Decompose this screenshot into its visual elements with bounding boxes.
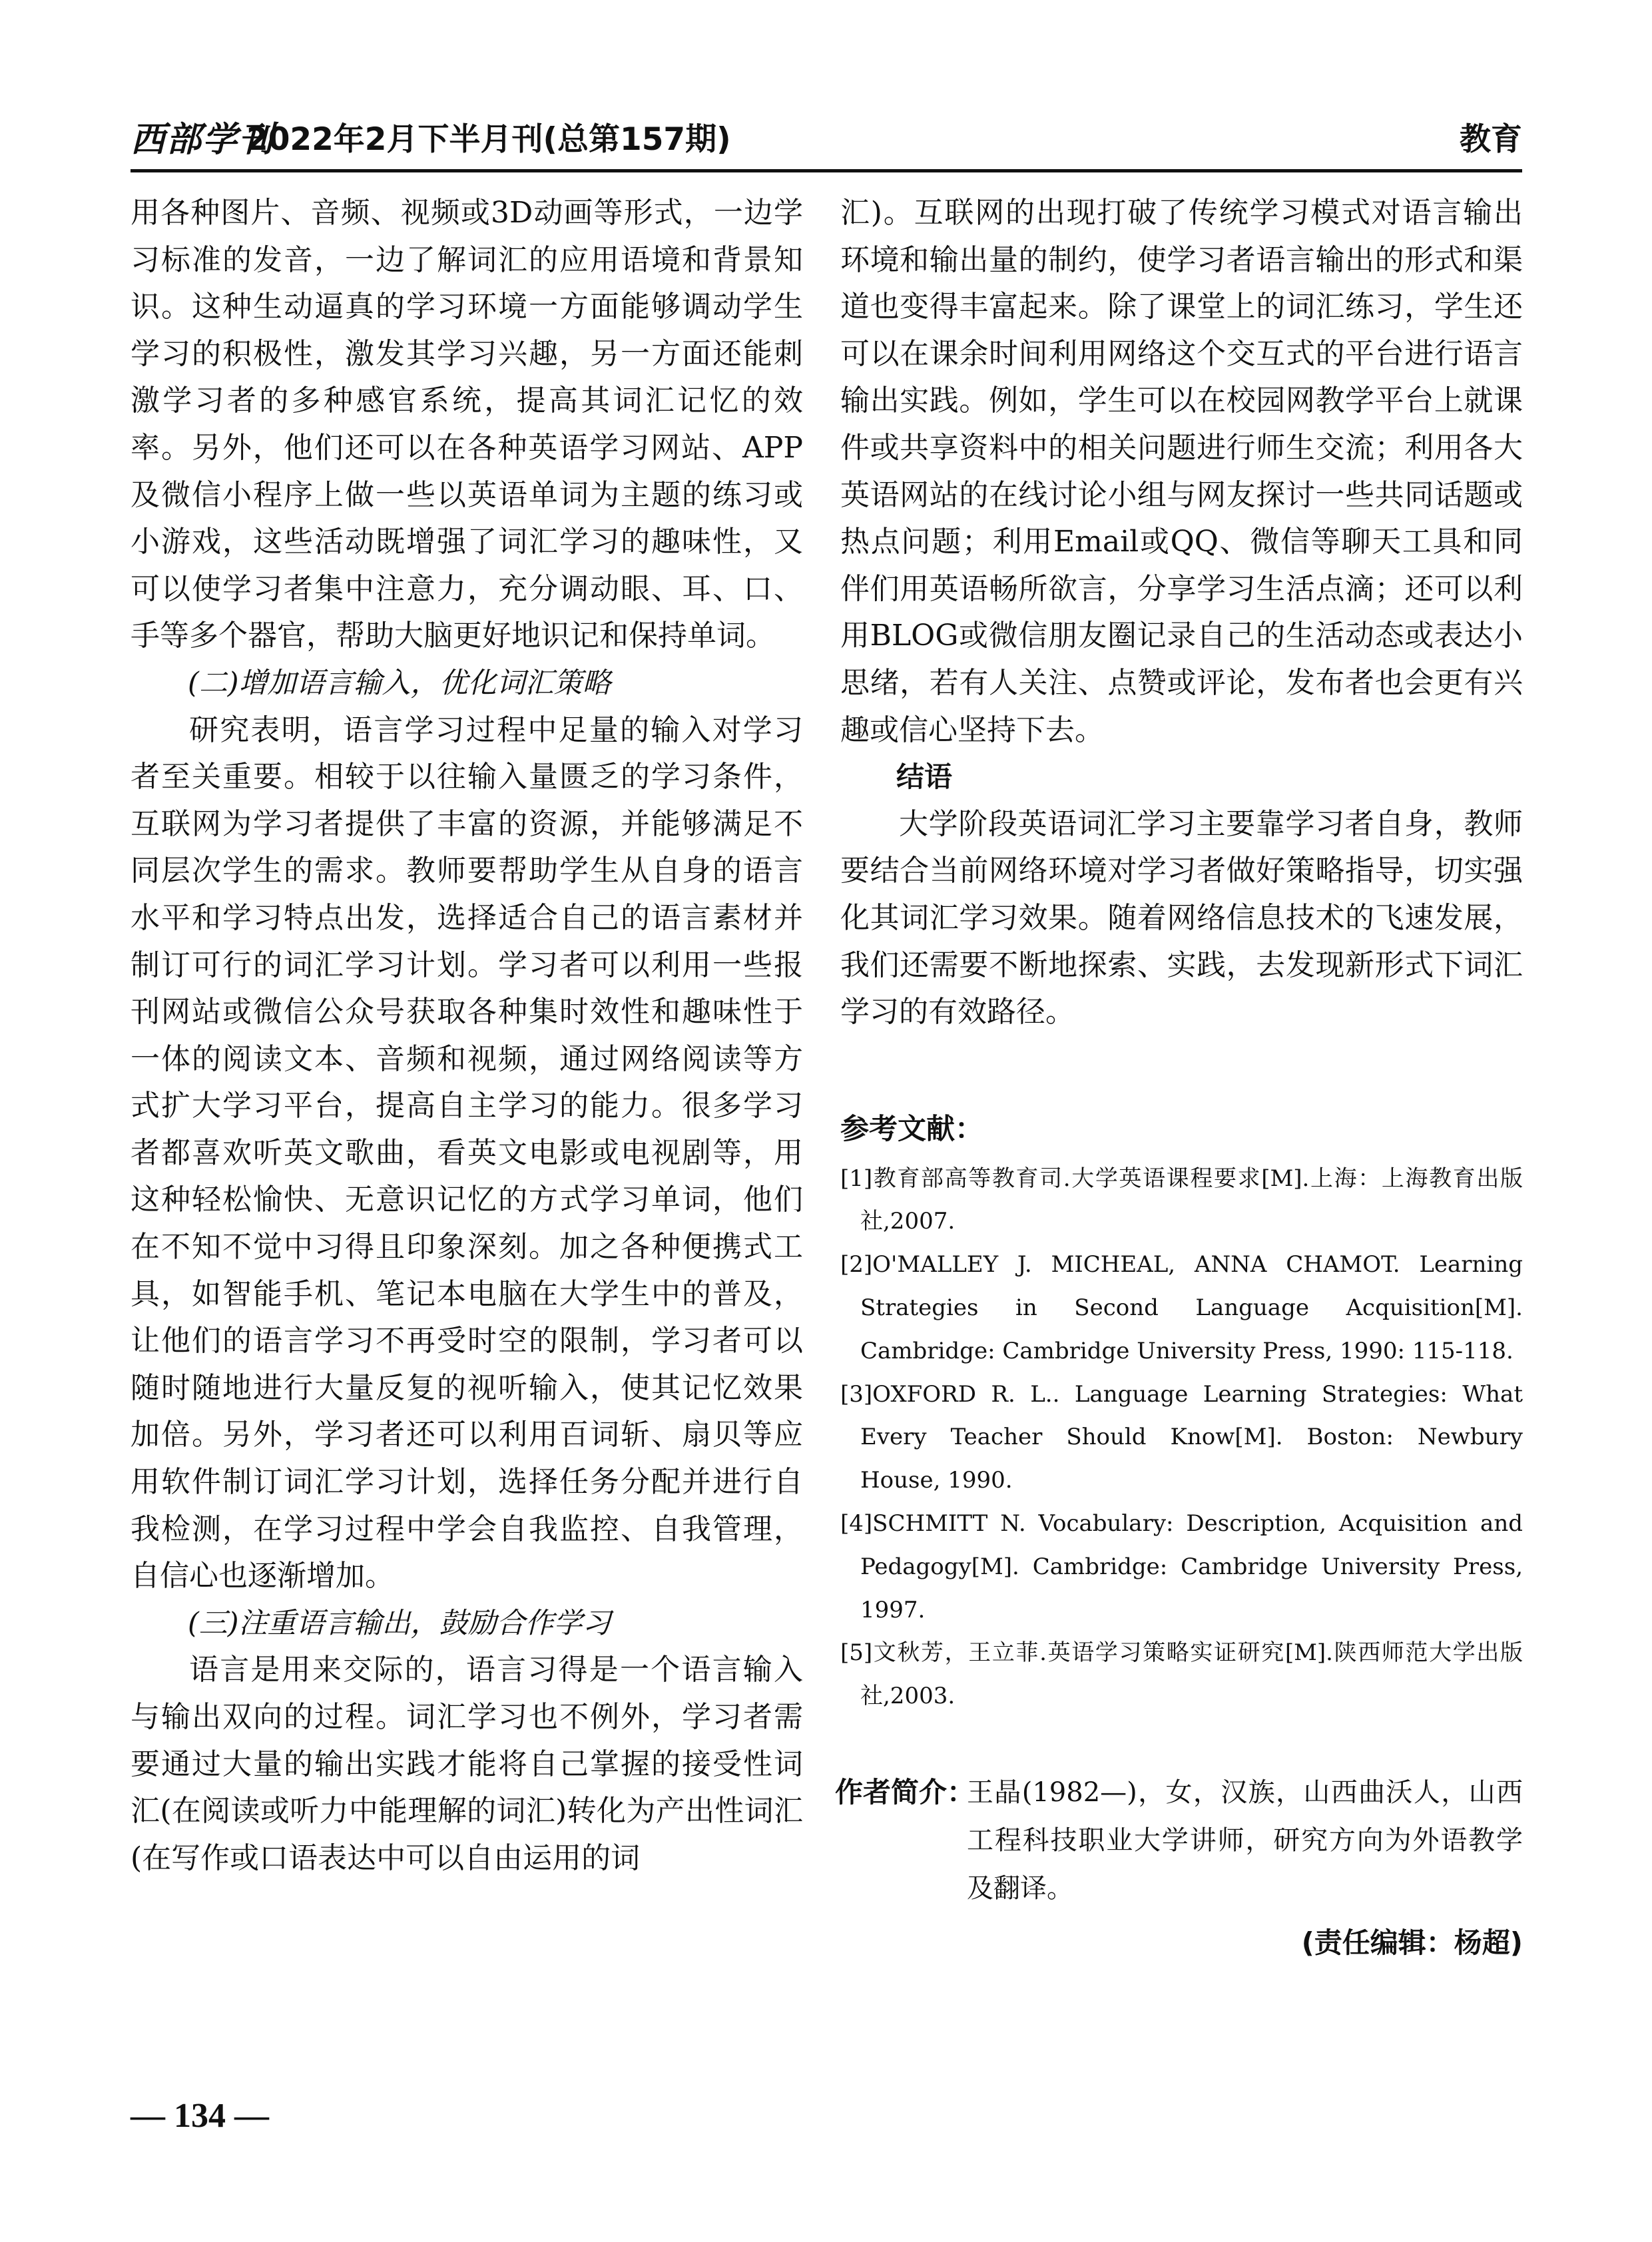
journal-logo: 西部学刊 [131,119,275,160]
paragraph: 语言是用来交际的，语言习得是一个语言输入与输出双向的过程。词汇学习也不例外，学习者需要通过大量的输出实践才能将自己掌握的接受性词汇(在阅读或听力中能理解的词汇)转化为产出性词汇(在写作或口语表达中可以自由运用的词 [131,1653,803,1875]
page-header [131,112,1522,172]
paragraph: 汇)。互联网的出现打破了传统学习模式对语言输出环境和输出量的制约，使学习者语言输出的形式和渠道也变得丰富起来。除了课堂上的词汇练习，学生还可以在课余时间利用网络这个交互式的平台进行语言输出实践。例如，学生可以在校园网教学平台上就课件或共享资料中的相关问题进行师生交流；利用各大英语网站的在线讨论小组与网友探讨一些共同话题或热点问题；利用Email或QQ、微信等聊天工具和同伴们用英语畅所欲言，分享学习生活点滴；还可以利用BLOG或微信朋友圈记录自己的生活动态或表达小思绪，若有人关注、点赞或评论，发布者也会更有兴趣或信心坚持下去。 [840,196,1523,747]
references-list [840,1157,1523,1718]
section-name: 教育 [1460,121,1522,158]
reference-item: [3]OXFORD R. L.. Language Learning Strategies: What Every Teacher Should Know[M]. Boston: Newbury House, 1990. [840,1380,1523,1494]
references-title: 参考文献： [840,1112,983,1146]
issue-info: 2022年2月下半月刊(总第157期) [246,121,731,158]
reference-item: [1]教育部高等教育司.大学英语课程要求[M].上海：上海教育出版社,2007. [840,1165,1523,1235]
reference-item: [2]O'MALLEY J. MICHEAL, ANNA CHAMOT. Learning Strategies in Second Language Acquisition[M]. Cambridge: Cambridge University Press, 1990: 115-118. [840,1251,1523,1364]
author-bio-label: 作者简介： [835,1776,975,1809]
responsible-editor: (责任编辑：杨超) [1301,1926,1523,1960]
section-heading: (二)增加语言输入，优化词汇策略 [188,666,611,700]
author-bio-text: 王晶(1982—)，女，汉族，山西曲沃人，山西工程科技职业大学讲师，研究方向为外语教学及翻译。 [967,1777,1523,1904]
conclusion-heading: 结语 [896,760,953,794]
reference-item: [5]文秋芳，王立菲.英语学习策略实证研究[M].陕西师范大学出版社,2003. [840,1639,1523,1710]
section-heading: (三)注重语言输出，鼓励合作学习 [188,1606,611,1640]
author-bio [835,1769,1523,1912]
page-number: — 134 — [131,2097,269,2135]
left-column [131,190,803,1882]
paragraph: 研究表明，语言学习过程中足量的输入对学习者至关重要。相较于以往输入量匮乏的学习条件，互联网为学习者提供了丰富的资源，并能够满足不同层次学生的需求。教师要帮助学生从自身的语言水平和学习特点出发，选择适合自己的语言素材并制订可行的词汇学习计划。学习者可以利用一些报刊网站或微信公众号获取各种集时效性和趣味性于一体的阅读文本、音频和视频，通过网络阅读等方式扩大学习平台，提高自主学习的能力。很多学习者都喜欢听英文歌曲，看英文电影或电视剧等，用这种轻松愉快、无意识记忆的方式学习单词，他们在不知不觉中习得且印象深刻。加之各种便携式工具，如智能手机、笔记本电脑在大学生中的普及，让他们的语言学习不再受时空的限制，学习者可以随时随地进行大量反复的视听输入，使其记忆效果加倍。另外，学习者还可以利用百词斩、扇贝等应用软件制订词汇学习计划，选择任务分配并进行自我检测，在学习过程中学会自我监控、自我管理，自信心也逐渐增加。 [131,712,803,1593]
reference-item: [4]SCHMITT N. Vocabulary: Description, Acquisition and Pedagogy[M]. Cambridge: Cambridge University Press, 1997. [840,1510,1523,1623]
right-column [835,190,1523,1963]
conclusion-paragraph: 大学阶段英语词汇学习主要靠学习者自身，教师要结合当前网络环境对学习者做好策略指导，切实强化其词汇学习效果。随着网络信息技术的飞速发展，我们还需要不断地探索、实践，去发现新形式下词汇学习的有效路径。 [840,806,1523,1029]
paragraph: 用各种图片、音频、视频或3D动画等形式，一边学习标准的发音，一边了解词汇的应用语境和背景知识。这种生动逼真的学习环境一方面能够调动学生学习的积极性，激发其学习兴趣，另一方面还能刺激学习者的多种感官系统，提高其词汇记忆的效率。另外，他们还可以在各种英语学习网站、APP及微信小程序上做一些以英语单词为主题的练习或小游戏，这些活动既增强了词汇学习的趣味性，又可以使学习者集中注意力，充分调动眼、耳、口、手等多个器官，帮助大脑更好地识记和保持单词。 [131,196,803,653]
